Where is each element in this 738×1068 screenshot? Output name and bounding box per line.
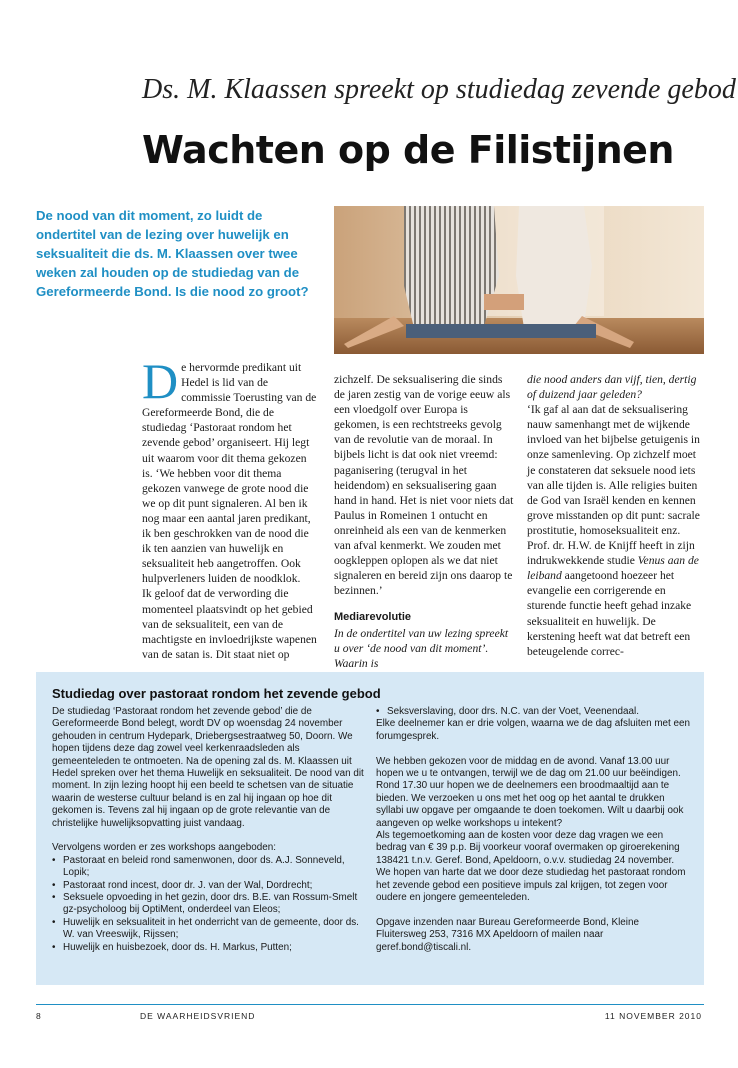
info-box-title: Studiedag over pastoraat rondom het zevende gebod — [52, 686, 381, 701]
workshop-item: • Huwelijk en huisbezoek, door ds. H. Markus, Putten; — [52, 942, 364, 954]
book-title: Venus aan de leiband — [527, 554, 699, 583]
workshop-list — [52, 855, 364, 954]
info-paragraph: De studiedag ‘Pastoraat rondom het zevende gebod’ die de Gereformeerde Bond belegt, wordt DV op woensdag 24 november gehouden in centrum Hydepark, Driebergsestraatweg 50, Doorn. We hopen tijdens deze dag zowel veel kerkenraadsleden als gemeenteleden te ontmoeten. Na de opening zal ds. M. Klaassen uit Hedel spreken over het thema Huwelijk en seksualiteit. De nood van dit moment. In zijn lezing hoopt hij een beeld te schetsen van de situatie waarin de westerse cultuur beland is en zal hij ingaan op hoe dit gekomen is. Tevens zal hij ingaan op de grote relevantie van de christelijke huwelijksopvatting juist vandaag. — [52, 706, 364, 829]
info-paragraph: We hebben gekozen voor de middag en de avond. Vanaf 13.00 uur hopen we u te ontvangen, terwijl we de dag om 21.00 uur beëindigen. Rond 17.30 uur hopen we de deelnemers een broodmaaltijd aan te bieden. We verzoeken u ons met het oog op het aantal te drukken syllabi uw opgave per omgaande te doen toekomen. Wilt u daarbij ook aangeven op welke workshops u intekent? — [376, 755, 684, 829]
drop-cap: D — [142, 353, 179, 409]
info-box-column-right — [376, 706, 690, 954]
section-heading: Mediarevolutie — [334, 611, 412, 624]
column3-paragraph-1: ‘Ik gaf al aan dat de seksualisering nauw samenhangt met de wijkende invloed van het bijbelse getuigenis in onze samenleving. Op zichzelf moet je constateren dat seksuele nood iets van alle tijden is. Alle religies buiten de God van Israël kenden en kennen grove misstanden op dit punt: sacrale prostitutie, homoseksualiteit enz. Prof. dr. H.W. de Knijff heeft in zijn indrukwekkende studie Venus aan de leiband aangetoond hoezeer het evangelie een corrigerende en sturende functie heeft gehad inzake seksualiteit en huwelijk. De kerstening heeft wat dat betreft een beteugelende correc- — [527, 403, 700, 658]
article-column-1 — [142, 353, 320, 662]
info-paragraph: We hopen van harte dat we door deze studiedag het pastoraat rondom het zevende gebod een positieve impuls zal krijgen, tot zegen voor oudere en jongere gemeenteleden. — [376, 867, 686, 904]
column2-paragraph-1: zichzelf. De seksualisering die sinds de jaren zestig van de vorige eeuw als een vloedgolf over Europa is gekomen, is een rechtstreeks gevolg van de revolutie van de moraal. In bijbels licht is dat ook niet vreemd: paganisering (terugval in het heidendom) en seksualisering gaan hand in hand. Het is niet voor niets dat Paulus in Romeinen 1 ontucht en onreinheid als een van de kenmerken van afval kenmerkt. We zouden met oogkleppen oplopen als we dat niet signaleren en bereid zijn ons daarop te bezinnen.’ — [334, 373, 514, 598]
workshop-list-continued — [376, 706, 690, 718]
article-column-3 — [527, 372, 705, 659]
info-paragraph: Opgave inzenden naar Bureau Gereformeerde Bond, Kleine Fluitersweg 253, 7316 MX Apeldoorn of mailen naar geref.bond@tiscali.nl. — [376, 916, 639, 953]
article-subtitle: Ds. M. Klaassen spreekt op studiedag zevende gebod — [142, 74, 736, 105]
workshop-item: • Seksverslaving, door drs. N.C. van der Voet, Veenendaal. — [376, 706, 690, 718]
workshop-item: • Huwelijk en seksualiteit in het onderricht van de gemeente, door ds. W. van Vreeswijk, Rijssen; — [52, 917, 364, 942]
article-column-2 — [334, 372, 514, 671]
article-lead: De nood van dit moment, zo luidt de ondertitel van de lezing over huwelijk en seksualiteit die ds. M. Klaassen over twee weken zal houden op de studiedag van de Gereformeerde Bond. Is die nood zo groot? — [36, 208, 309, 299]
info-paragraph: Elke deelnemer kan er drie volgen, waarna we de dag afsluiten met een forumgesprek. — [376, 718, 690, 742]
couple-photo — [334, 206, 704, 354]
column1-paragraph-1: e hervormde predikant uit Hedel is lid van de commissie Toerusting van de Gereformeerde Bond, die de studiedag ‘Pastoraat rondom het zevende gebod’ organiseert. Hij legt uit waarom voor dit thema gekozen is. ‘We hebben voor dit thema gekozen vanwege de grote nood die we op dit punt signaleren. Al ben ik nog maar een aantal jaren predikant, ik ben geschrokken van de nood die ik ten aanzien van huwelijk en seksualiteit heb aangetroffen. Ook hulpverleners luiden de noodklok. — [142, 361, 317, 586]
interview-question-continued: die nood anders dan vijf, tien, dertig of duizend jaar geleden? — [527, 373, 697, 402]
info-paragraph: Als tegemoetkoming aan de kosten voor deze dag vragen we een bedrag van € 39 p.p. Bij voorkeur vooraf overmaken op giroerekening 138421 t.n.v. Geref. Bond, Apeldoorn, o.v.v. studiedag 24 november. — [376, 830, 680, 866]
workshop-item: • Pastoraat en beleid rond samenwonen, door ds. A.J. Sonneveld, Lopik; — [52, 855, 364, 880]
workshop-item: • Pastoraat rond incest, door dr. J. van der Wal, Dordrecht; — [52, 880, 364, 892]
publication-name: DE WAARHEIDSVRIEND — [140, 1011, 256, 1021]
article-title: Wachten op de Filistijnen — [142, 128, 674, 172]
publication-date: 11 NOVEMBER 2010 — [604, 1011, 702, 1021]
info-box-column-left — [52, 706, 364, 954]
interview-question: In de ondertitel van uw lezing spreekt u over ‘de nood van dit moment’. Waarin is — [334, 626, 509, 670]
column1-paragraph-2: Ik geloof dat de verwording die momenteel plaatsvindt op het gebied van de seksualiteit, een van de machtigste en invloedrijkste wapenen van de satan is. Dit staat niet op — [142, 587, 317, 661]
workshop-item: • Seksuele opvoeding in het gezin, door drs. B.E. van Rossum-Smelt gz-psycholoog bij OptiMent, onderdeel van Eleos; — [52, 892, 364, 917]
footer-rule — [36, 1004, 704, 1005]
info-paragraph: Vervolgens worden er zes workshops aangeboden: — [52, 842, 276, 854]
page-number: 8 — [36, 1011, 42, 1021]
